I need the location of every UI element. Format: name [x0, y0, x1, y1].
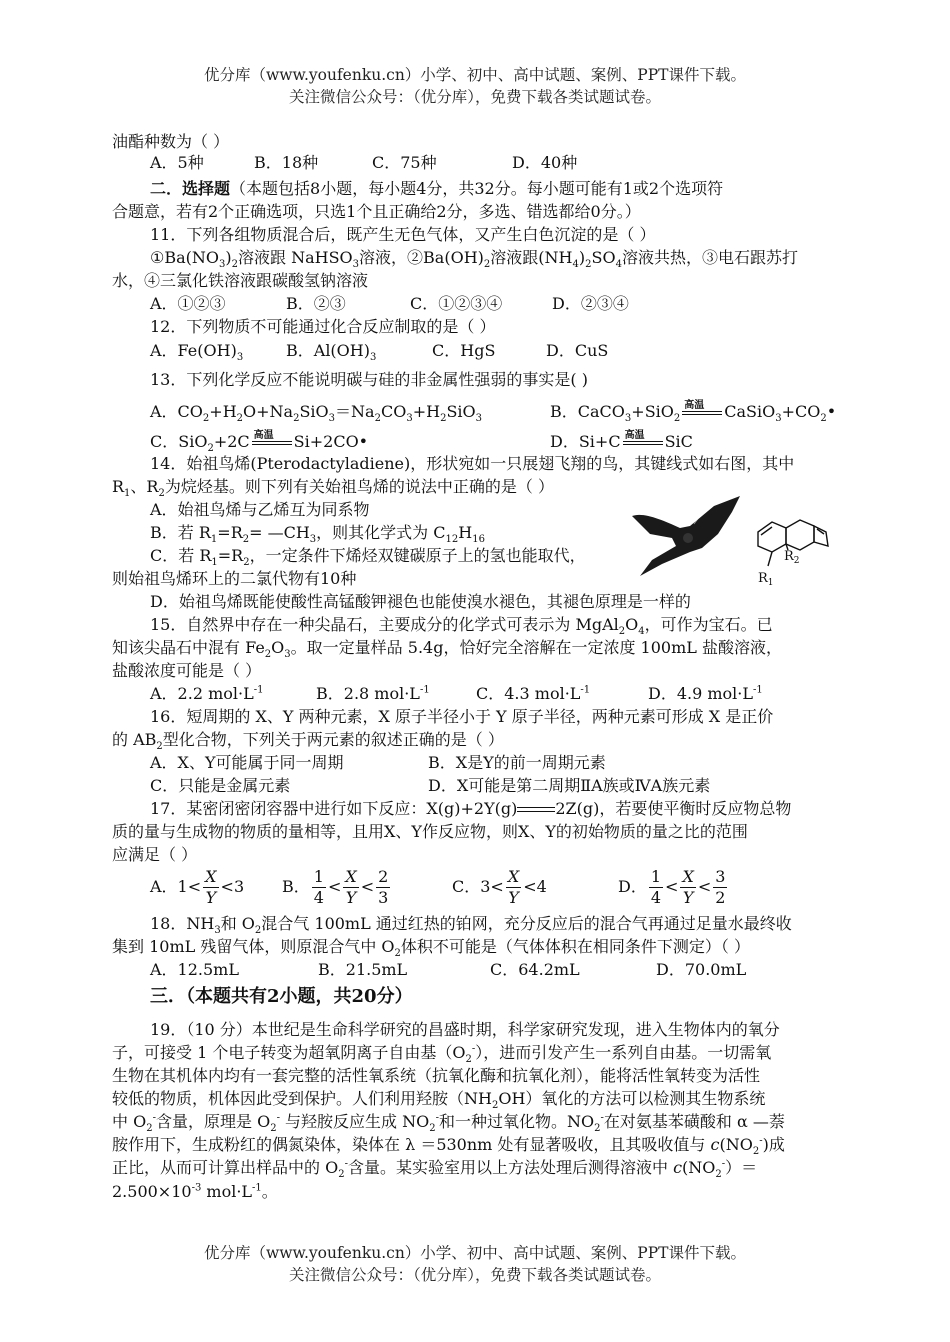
q17-stem-3: 应满足（ ） [112, 845, 198, 864]
q10-option-b: B．18种 [254, 153, 319, 172]
q13-option-c: C．SiO$_2$+2C 高温 Si+2CO• [150, 430, 369, 455]
q14-stem-2: $R_1$、$R_2$为烷烃基。则下列有关始祖鸟烯的说法中正确的是（ ） [112, 477, 554, 500]
q19-line-2: 子，可接受 1 个电子转变为超氧阴离子自由基$(O_2^-)$，进而引发产生一系列自由基。一切需氧 [112, 1043, 772, 1066]
q13-option-a: A．$CO_2+H_2O+Na_2SiO_3=Na_2CO_3+H_2SiO_3$ [150, 402, 483, 425]
q19-line-7: 正比，从而可计算出样品中的 $O_2^-$含量。某实验室用以上方法处理后测得溶液中 $c(NO_2^-)=$ [112, 1158, 758, 1181]
q19-line-4: 较低的物质，机体因此受到保护。人们利用羟胺$(NH_2OH)$氧化的方法可以检测其生物系统 [112, 1089, 766, 1112]
q17-option-b: B． $\frac{1}{4}$ < $\frac{X}{Y}$ < $\frac{2}{3}$ [282, 867, 389, 907]
pterodactyladiene-structure [748, 510, 838, 590]
section-3-title: 三．（本题共有2小题，共20分） [150, 986, 413, 1007]
high-temp-sign: 高温 [621, 430, 665, 454]
bird-illustration [632, 494, 752, 584]
q16-stem-1: 16．短周期的 X、Y 两种元素，X 原子半径小于 Y 原子半径，两种元素可形成 X 是正价 [150, 707, 774, 726]
section-2-desc: （本题包括8小题，每小题4分，共32分。每小题可能有1或2个选项符 [230, 179, 724, 198]
header-line-1: 优分库（www.youfenku.cn）小学、初中、高中试题、案例、PPT课件下载。 [203, 66, 747, 84]
page-footer [0, 1242, 950, 1286]
q16-stem-2: 的 $AB_2$型化合物，下列关于两元素的叙述正确的是（ ） [112, 730, 504, 753]
q10-option-d: D．40种 [512, 153, 578, 172]
q15-stem-1: 15．自然界中存在一种尖晶石，主要成分的化学式可表示为 $MgAl_2O_4$，可作为宝石。已 [150, 615, 773, 638]
r2-label: R [784, 549, 794, 564]
q14-option-c-2: 则始祖鸟烯环上的二氯代物有10种 [112, 569, 357, 588]
q16-option-c: C．只能是金属元素 [150, 776, 291, 795]
q11-option-b: B．②③ [286, 294, 346, 313]
q11-items-2: 水，④三氯化铁溶液跟碳酸氢钠溶液 [112, 271, 369, 290]
footer-line-1: 优分库（www.youfenku.cn）小学、初中、高中试题、案例、PPT课件下载。 [203, 1244, 747, 1262]
q18-stem-2: 集到 10mL 残留气体，则原混合气中 $O_2$体积不可能是（气体体积在相同条件下测定）（ ） [112, 937, 751, 960]
q13-option-d: D．Si+C 高温 SiC [550, 430, 693, 454]
r1-label: R [758, 571, 768, 586]
svg-text:R2: $R_2$ [784, 549, 800, 566]
q15-option-d: D．4.9 $mol\cdot L^{-1}$ [648, 684, 763, 703]
q14-option-a: A．始祖鸟烯与乙烯互为同系物 [150, 500, 370, 519]
q13-option-b: B．CaCO$_3$+SiO$_2$ 高温 $CaSiO_3+CO_2•$ [550, 400, 837, 425]
q14-option-c: C．若 $R_1=R_2$，一定条件下烯烃双键碳原子上的氢也能取代， [150, 546, 586, 569]
footer-line-2: 关注微信公众号：（优分库），免费下载各类试题试卷。 [288, 1266, 661, 1284]
q15-option-a: A．2.2 $mol\cdot L^{-1}$ [150, 684, 264, 703]
q15-stem-2: 知该尖晶石中混有 $Fe_2O_3$。取一定量样品 5.4g，恰好完全溶解在一定浓度 100mL 盐酸溶液， [112, 638, 782, 661]
q13-stem: 13．下列化学反应不能说明碳与硅的非金属性强弱的事实是( ) [150, 370, 588, 389]
q11-option-a: A．①②③ [150, 294, 226, 313]
q10-option-c: C．75种 [372, 153, 437, 172]
q12-option-b: B．$Al(OH)_3$ [286, 341, 377, 364]
q15-option-c: C．4.3 $mol\cdot L^{-1}$ [476, 684, 591, 703]
q14-option-d: D．始祖鸟烯既能使酸性高锰酸钾褪色也能使溴水褪色，其褪色原理是一样的 [150, 592, 691, 611]
section-2-title: 二．选择题 [150, 179, 231, 198]
q18-option-c: C．64.2mL [490, 960, 580, 979]
q18-option-a: A．12.5mL [150, 960, 239, 979]
q15-stem-3: 盐酸浓度可能是（ ） [112, 661, 262, 680]
high-temp-sign: 高温 [680, 400, 724, 424]
high-temp-sign: 高温 [250, 430, 294, 454]
equilibrium-arrow [517, 797, 555, 821]
q18-option-b: B．21.5mL [318, 960, 408, 979]
q11-option-d: D．②③④ [552, 294, 629, 313]
page-header [0, 64, 950, 108]
section-2-desc-2: 合题意，若有2个正确选项，只选1个且正确给2分，多选、错选都给0分。） [112, 202, 641, 221]
q17-option-d: D． $\frac{1}{4}$ < $\frac{X}{Y}$ < $\frac{3}{2}$ [618, 867, 726, 907]
section-2-heading [150, 177, 723, 201]
q15-option-b: B．2.8 $mol\cdot L^{-1}$ [316, 684, 430, 703]
q17-option-c: C．3< $\frac{X}{Y}$ <4 [452, 867, 547, 907]
q18-option-d: D．70.0mL [656, 960, 747, 979]
q19-line-1: 19．（10 分）本世纪是生命科学研究的昌盛时期，科学家研究发现，进入生物体内的氧分 [150, 1020, 780, 1039]
q11-option-c: C．①②③④ [410, 294, 503, 313]
q18-stem-1: 18．$NH_3$和 $O_2$混合气 100mL 通过红热的铂网，充分反应后的混合气再通过足量水最终收 [150, 914, 792, 937]
q12-option-a: A．$Fe(OH)_3$ [150, 341, 244, 364]
q19-line-3: 生物在其机体内均有一套完整的活性氧系统（抗氧化酶和抗氧化剂），能将活性氧转变为活性 [112, 1066, 761, 1085]
q11-stem: 11．下列各组物质混合后，既产生无色气体，又产生白色沉淀的是（ ） [150, 225, 656, 244]
q19-line-5: 中 $O_2^-$含量，原理是 $O_2^-$ 与羟胺反应生成 $NO_2^-$和一种过氧化物。$NO_2^-$在对氨基苯磺酸和 α —萘 [112, 1112, 785, 1135]
q12-option-d: D．CuS [546, 341, 609, 360]
q14-option-b: B．若 $R_1=R_2=$ $—CH_3$，则其化学式为 $C_{12}H_{16}$ [150, 523, 485, 546]
q10-option-a: A．5种 [150, 153, 204, 172]
q11-items-1: $①Ba(NO_3)_2$溶液跟 NaHSO$_3$溶液，$②Ba(OH)_2$溶液跟$(NH_4)_2SO_4$溶液共热，③电石跟苏打 [150, 248, 798, 271]
q14-stem-1: 14．始祖鸟烯(Pterodactyladiene)，形状宛如一只展翅飞翔的鸟，其键线式如右图，其中 [150, 454, 795, 473]
q12-option-c: C．HgS [432, 341, 496, 360]
q17-stem-1: 17．某密闭密闭容器中进行如下反应：X(g)+2Y(g) 2Z(g)，若要使平衡时反应物总物 [150, 797, 791, 821]
q16-option-b: B．X是Y的前一周期元素 [428, 753, 606, 772]
header-line-2: 关注微信公众号：（优分库），免费下载各类试题试卷。 [288, 88, 661, 106]
q10-stem-tail: 油酯种数为（ ） [112, 132, 230, 151]
svg-text:R1: $R_1$ [758, 571, 774, 588]
q19-line-6: 胺作用下，生成粉红的偶氮染体，染体在 λ ＝530nm 处有显著吸收，且其吸收值与 $c(NO_2^-)$成 [112, 1135, 785, 1158]
q16-option-a: A．X、Y可能属于同一周期 [150, 753, 344, 772]
q17-option-a: A．1< $\frac{X}{Y}$ <3 [150, 867, 245, 907]
q19-line-8: $2.500\times 10^{-3}$ $mol\cdot L^{-1}$。 [112, 1182, 278, 1201]
q17-stem-2: 质的量与生成物的物质的量相等，且用X、Y作反应物，则X、Y的初始物质的量之比的范围 [112, 822, 748, 841]
q12-stem: 12．下列物质不可能通过化合反应制取的是（ ） [150, 317, 496, 336]
q16-option-d: D．X可能是第二周期ⅡA族或ⅣA族元素 [428, 776, 711, 795]
